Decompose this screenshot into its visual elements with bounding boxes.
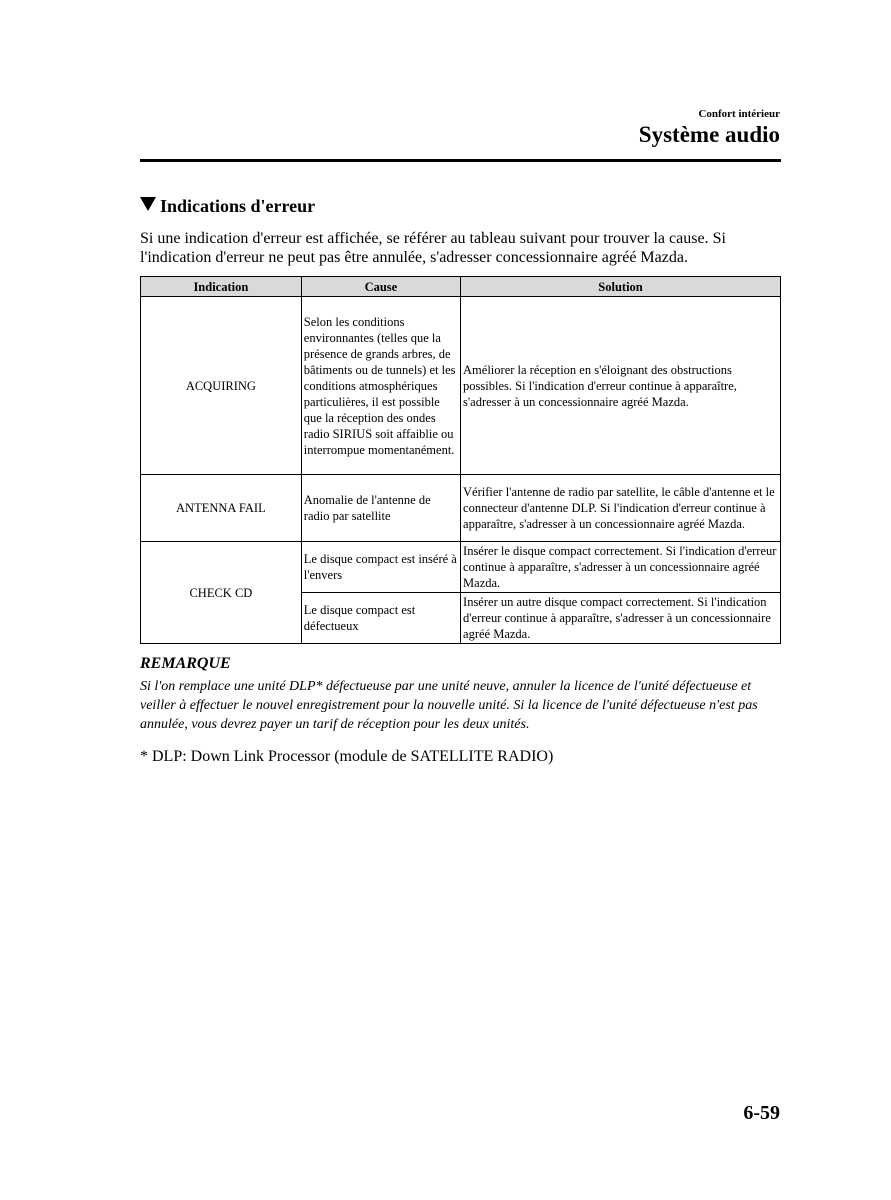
intro-paragraph: Si une indication d'erreur est affichée, se référer au tableau suivant pour trouver la cause. Si l'indication d'erreur ne peut pas être annulée, s'adresser concessionnaire agréé Mazda. — [140, 230, 726, 266]
indication-cell: CHECK CD — [141, 542, 302, 644]
table-header-row — [141, 277, 781, 297]
solution-cell: Vérifier l'antenne de radio par satellite, le câble d'antenne et le connecteur d'antenne DLP. Si l'indication d'erreur continue à apparaître, s'adresser à un concessionnaire agréé Mazda. — [461, 475, 781, 542]
column-header-indication: Indication — [141, 277, 302, 297]
footnote: * DLP: Down Link Processor (module de SATELLITE RADIO) — [140, 748, 554, 765]
table-row — [141, 475, 781, 542]
header-divider — [140, 159, 781, 162]
header-section-label: Confort intérieur — [698, 108, 780, 120]
cause-cell: Anomalie de l'antenne de radio par satellite — [301, 475, 460, 542]
column-header-cause: Cause — [301, 277, 460, 297]
cause-cell: Selon les conditions environnantes (telles que la présence de grands arbres, de bâtiments ou de tunnels) et les conditions atmosphériques particulières, il est possible que la réception des ondes radio SIRIUS soit affaiblie ou interrompue momentanément. — [301, 297, 460, 475]
page-number: 6-59 — [743, 1102, 780, 1124]
remark-text: Si l'on remplace une unité DLP* défectueuse par une unité neuve, annuler la licence de l'unité défectueuse et veiller à effectuer le nouvel enregistrement pour la nouvelle unité. Si la licence de l'unité défectueuse n'est pas annulée, vous devrez payer un tarif de réception pour les deux unités. — [140, 679, 758, 732]
section-heading — [140, 196, 315, 217]
solution-cell: Insérer un autre disque compact correctement. Si l'indication d'erreur continue à apparaître, s'adresser à un concessionnaire agréé Mazda. — [461, 593, 781, 644]
column-header-solution: Solution — [461, 277, 781, 297]
cause-cell: Le disque compact est inséré à l'envers — [301, 542, 460, 593]
indication-cell: ANTENNA FAIL — [141, 475, 302, 542]
solution-cell: Insérer le disque compact correctement. Si l'indication d'erreur continue à apparaître, s'adresser à un concessionnaire agréé Mazda. — [461, 542, 781, 593]
page-title: Système audio — [638, 122, 780, 147]
indication-cell: ACQUIRING — [141, 297, 302, 475]
error-table — [140, 276, 781, 644]
triangle-down-icon — [140, 197, 156, 211]
cause-cell: Le disque compact est défectueux — [301, 593, 460, 644]
table-row — [141, 297, 781, 475]
section-heading-text: Indications d'erreur — [160, 196, 316, 216]
remark-title: REMARQUE — [140, 655, 231, 672]
solution-cell: Améliorer la réception en s'éloignant des obstructions possibles. Si l'indication d'erreur continue à apparaître, s'adresser à un concessionnaire agréé Mazda. — [461, 297, 781, 475]
table-row — [141, 542, 781, 593]
